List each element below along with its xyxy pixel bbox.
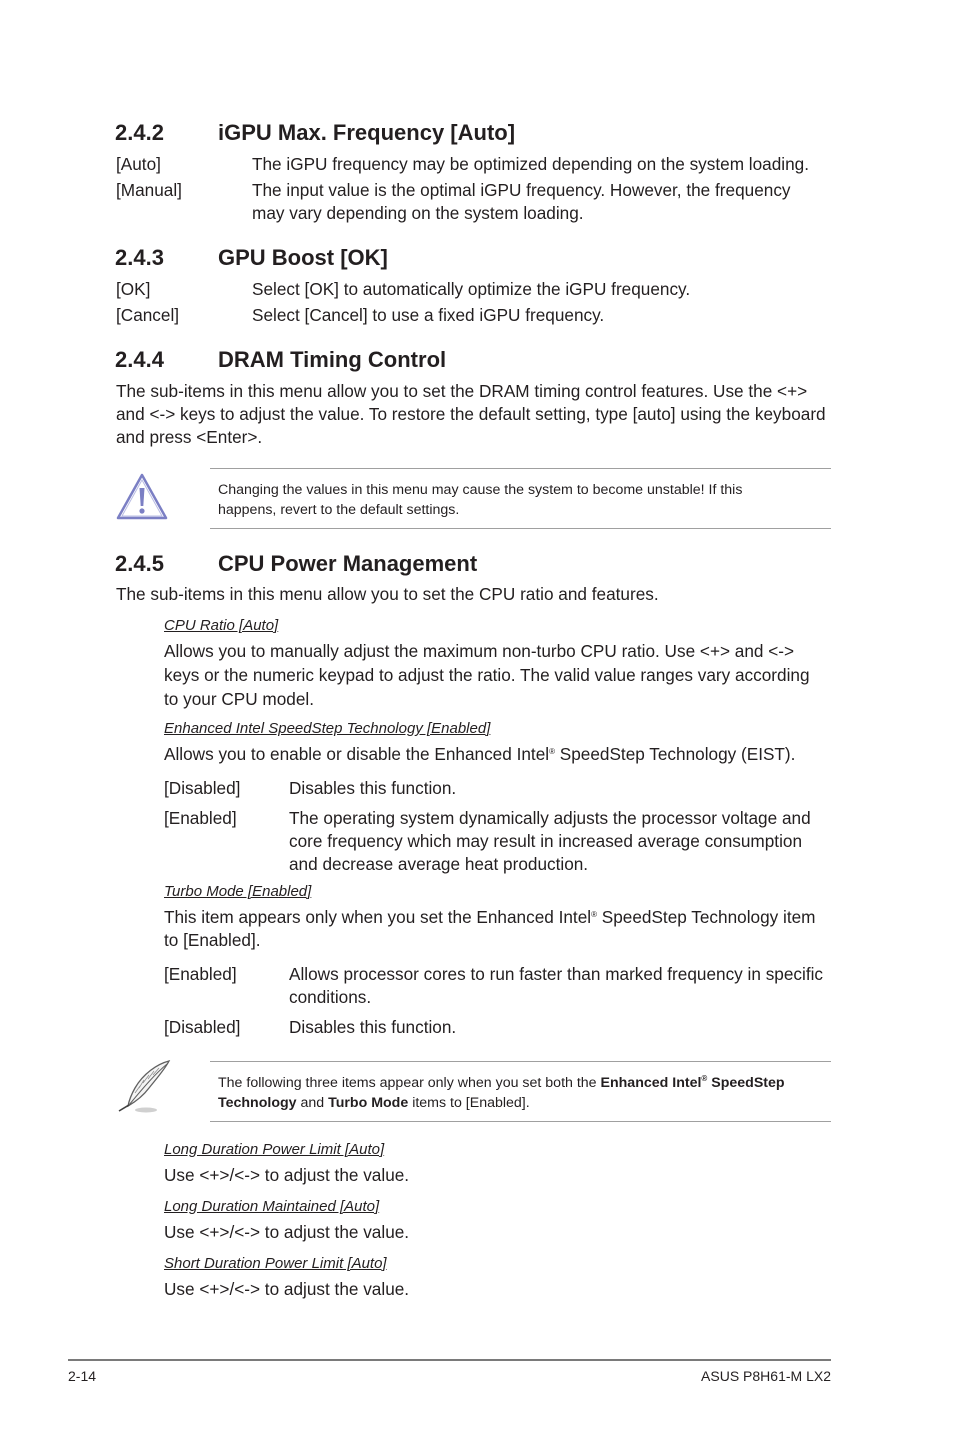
text-fragment: Technology <box>218 1095 297 1111</box>
text-fragment: items to [Enabled]. <box>408 1095 530 1111</box>
option-text-enabled: and decrease average heat production. <box>289 854 589 874</box>
body-text: The sub-items in this menu allow you to set the CPU ratio and features. <box>116 584 659 604</box>
product-name: ASUS P8H61-M LX2 <box>701 1368 831 1384</box>
text-fragment: Enhanced Intel <box>600 1075 702 1091</box>
section-number: 2.4.2 <box>115 120 164 145</box>
option-label-disabled: [Disabled] <box>164 1017 241 1037</box>
body-text: and <-> keys to adjust the value. To restore the default setting, type [auto] using the keyboard <box>116 404 826 424</box>
section-number: 2.4.5 <box>115 551 164 576</box>
item-text <box>164 743 795 767</box>
item-text: Use <+>/<-> to adjust the value. <box>164 1165 410 1185</box>
item-text: Use <+>/<-> to adjust the value. <box>164 1279 410 1299</box>
text-fragment: SpeedStep Technology item <box>596 907 816 927</box>
item-text: Allows you to manually adjust the maximum non-turbo CPU ratio. Use <+> and <-> <box>164 641 795 661</box>
note-rule-top <box>210 1061 831 1062</box>
option-text-enabled: core frequency which may result in increased average consumption <box>289 831 803 851</box>
section-title: CPU Power Management <box>218 551 478 576</box>
item-text: Use <+>/<-> to adjust the value. <box>164 1222 410 1242</box>
section-number: 2.4.4 <box>115 347 164 372</box>
item-text: keys or the numeric keypad to adjust the ratio. The valid value ranges vary according <box>164 665 810 685</box>
option-label-manual: [Manual] <box>116 180 182 200</box>
section-title: iGPU Max. Frequency [Auto] <box>218 120 516 145</box>
item-title-eist: Enhanced Intel SpeedStep Technology [Enabled] <box>164 720 491 737</box>
text-fragment: and <box>296 1095 329 1111</box>
item-text <box>164 906 815 930</box>
quill-pen-icon <box>113 1058 175 1116</box>
note-text <box>218 1093 530 1113</box>
option-label-auto: [Auto] <box>116 154 161 174</box>
registered-mark: ® <box>591 910 597 919</box>
section-title: GPU Boost [OK] <box>218 245 388 270</box>
option-label-enabled: [Enabled] <box>164 964 237 984</box>
caution-text: Changing the values in this menu may cause the system to become unstable! If this <box>218 482 743 498</box>
item-title-long-duration-maintained: Long Duration Maintained [Auto] <box>164 1198 380 1215</box>
item-text: to [Enabled]. <box>164 930 261 950</box>
item-title-cpu-ratio: CPU Ratio [Auto] <box>164 617 279 634</box>
option-label-cancel: [Cancel] <box>116 305 180 325</box>
text-fragment: SpeedStep <box>707 1075 785 1091</box>
option-text-disabled: Disables this function. <box>289 1017 457 1037</box>
option-text-manual-2: may vary depending on the system loading. <box>252 203 584 223</box>
option-text-cancel: Select [Cancel] to use a fixed iGPU frequency. <box>252 305 605 325</box>
registered-mark: ® <box>549 747 555 756</box>
text-fragment: This item appears only when you set the Enhanced Intel <box>164 907 592 927</box>
option-text-enabled: conditions. <box>289 987 372 1007</box>
body-text: and press <Enter>. <box>116 427 263 447</box>
caution-text: happens, revert to the default settings. <box>218 502 460 518</box>
page-number: 2-14 <box>68 1368 97 1384</box>
option-label-disabled: [Disabled] <box>164 778 241 798</box>
option-text-enabled: The operating system dynamically adjusts the processor voltage and <box>289 808 811 828</box>
text-fragment: SpeedStep Technology (EIST). <box>554 744 796 764</box>
text-fragment: Turbo Mode <box>328 1095 409 1111</box>
option-text-auto: The iGPU frequency may be optimized depending on the system loading. <box>252 154 809 174</box>
option-label-enabled: [Enabled] <box>164 808 237 828</box>
item-title-short-duration-power-limit: Short Duration Power Limit [Auto] <box>164 1255 387 1272</box>
item-text: to your CPU model. <box>164 689 314 709</box>
body-text: The sub-items in this menu allow you to set the DRAM timing control features. Use the <+> <box>116 381 808 401</box>
option-text-enabled: Allows processor cores to run faster than marked frequency in specific <box>289 964 824 984</box>
note-rule-bottom <box>210 1121 831 1122</box>
text-fragment: The following three items appear only when you set both the <box>218 1075 601 1091</box>
registered-mark: ® <box>701 1074 708 1083</box>
item-title-turbo-mode: Turbo Mode [Enabled] <box>164 883 312 900</box>
option-text-manual-1: The input value is the optimal iGPU frequency. However, the frequency <box>252 180 791 200</box>
warning-triangle-icon <box>115 472 169 522</box>
caution-rule-bottom <box>210 528 831 529</box>
text-fragment: Allows you to enable or disable the Enhanced Intel <box>164 744 550 764</box>
item-title-long-duration-power-limit: Long Duration Power Limit [Auto] <box>164 1141 385 1158</box>
footer-rule <box>68 1359 831 1361</box>
section-number: 2.4.3 <box>115 245 164 270</box>
section-title: DRAM Timing Control <box>218 347 447 372</box>
option-label-ok: [OK] <box>116 279 151 299</box>
caution-rule-top <box>210 468 831 469</box>
option-text-ok: Select [OK] to automatically optimize the iGPU frequency. <box>252 279 691 299</box>
option-text-disabled: Disables this function. <box>289 778 457 798</box>
note-text <box>218 1073 785 1093</box>
